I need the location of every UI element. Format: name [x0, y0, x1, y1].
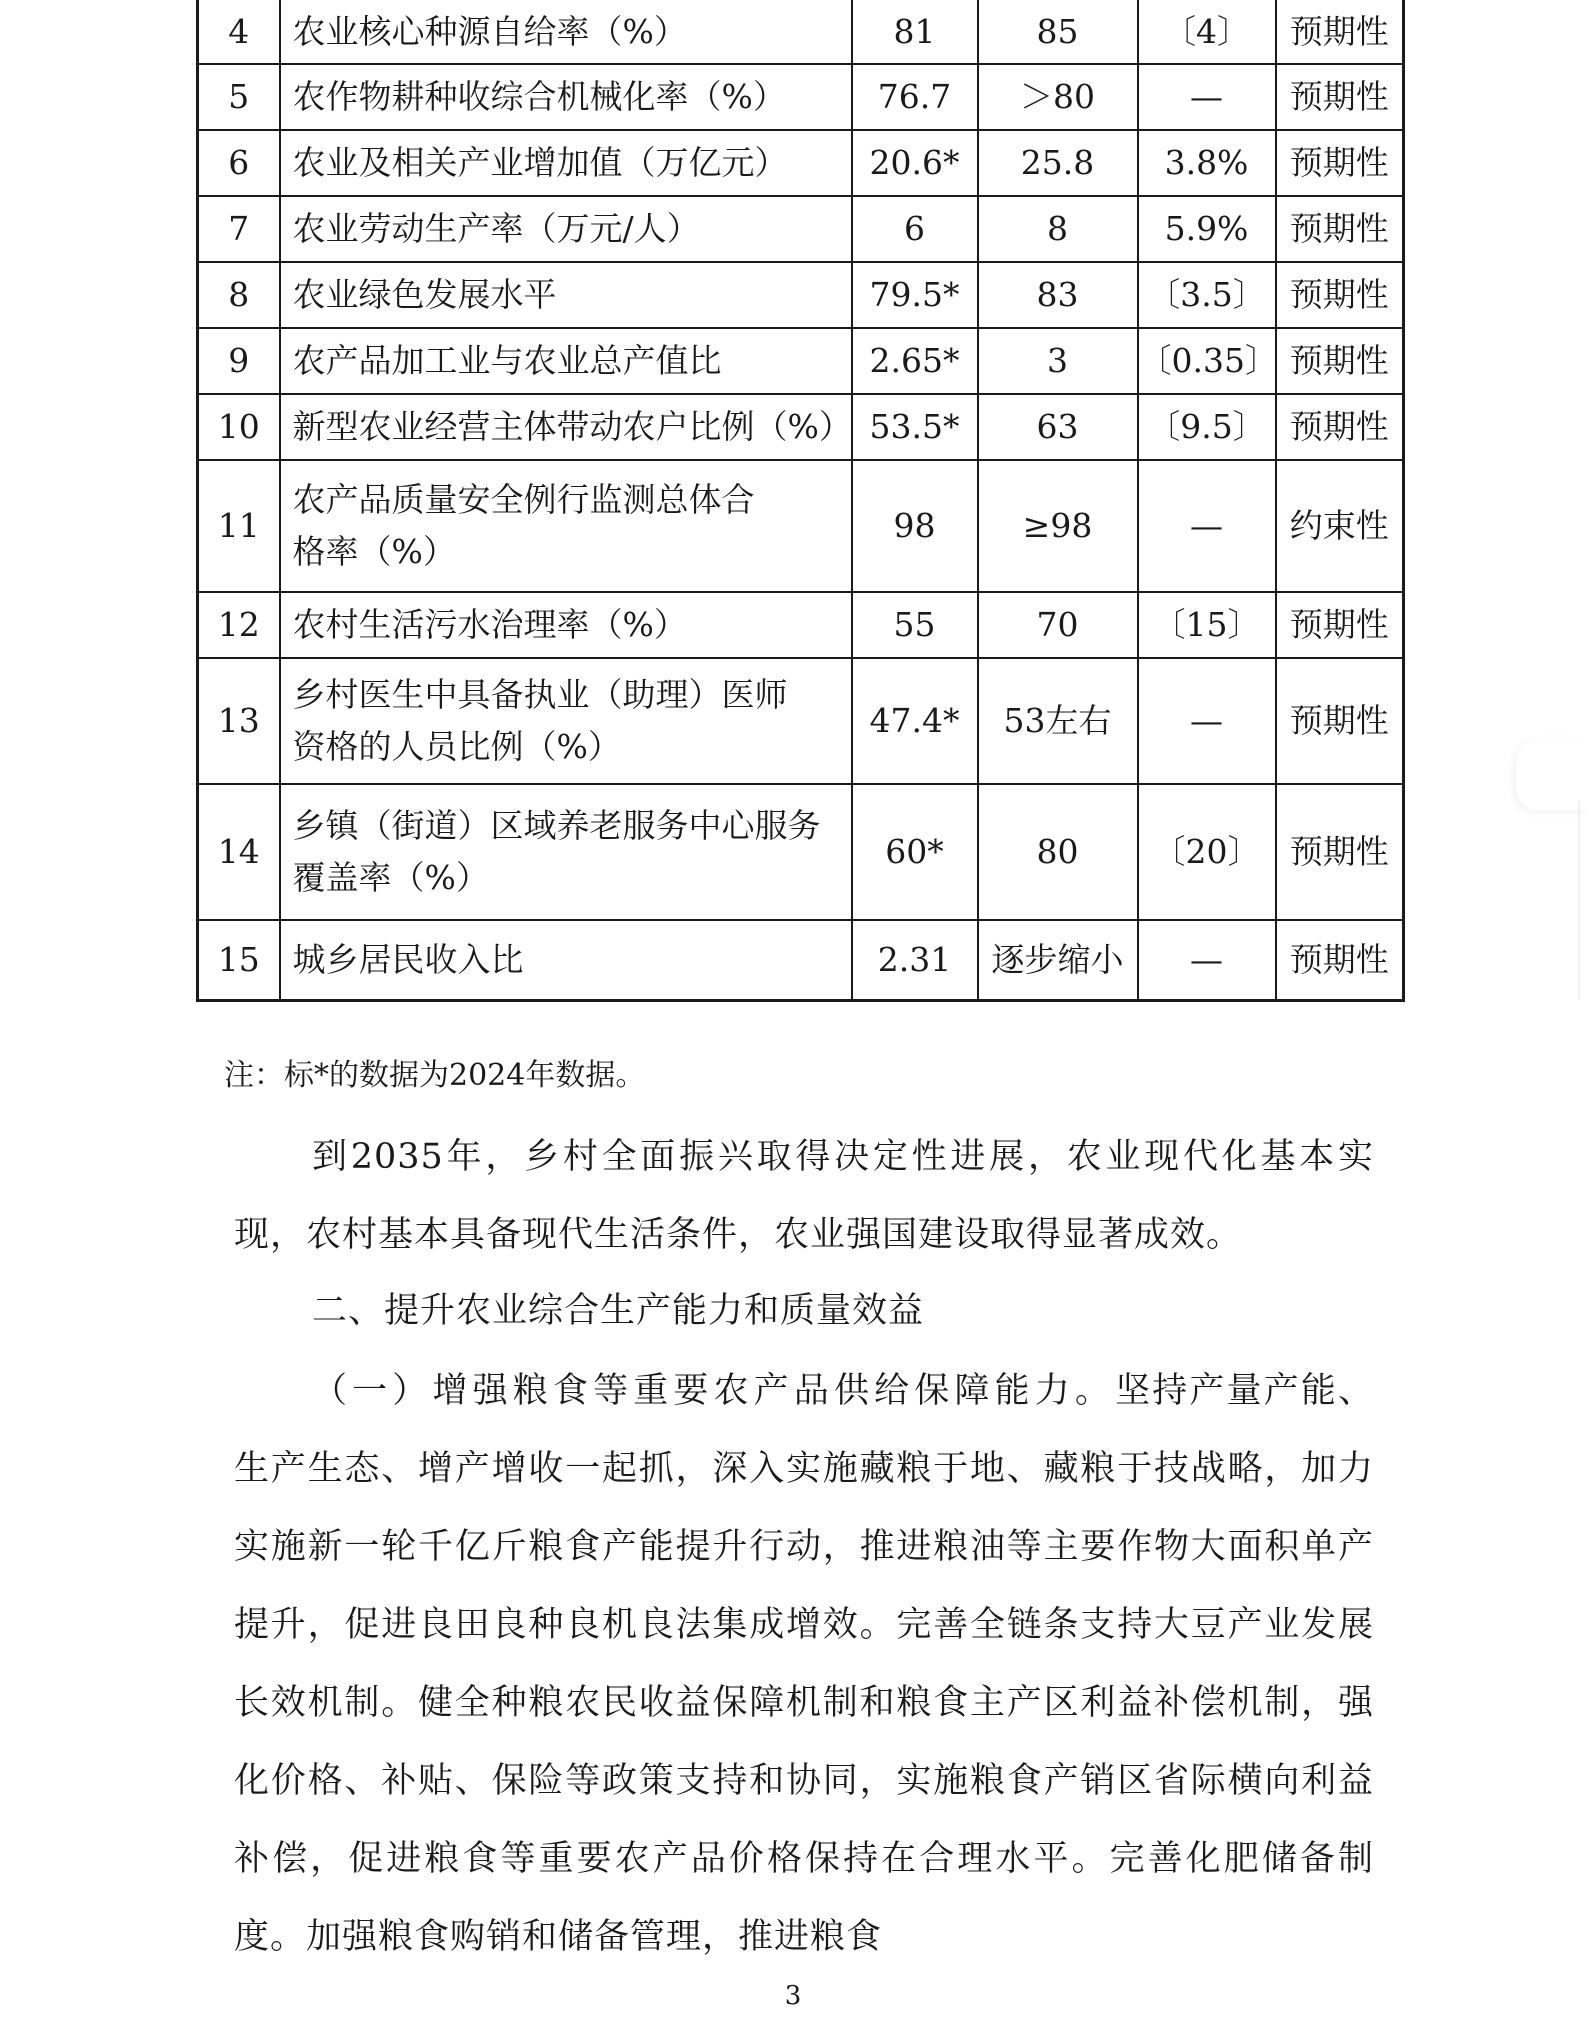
indicator-name: 城乡居民收入比 — [280, 920, 852, 1000]
indicator-type: 约束性 — [1276, 460, 1404, 592]
table-row — [198, 920, 1404, 1000]
table-row — [198, 64, 1404, 130]
indicator-name-line: 乡村医生中具备执业（助理）医师 — [292, 675, 788, 714]
indicator-name-line: 资格的人员比例（%） — [292, 727, 621, 766]
indicator-type: 预期性 — [1276, 262, 1404, 328]
row-number: 13 — [198, 658, 280, 784]
row-number: 8 — [198, 262, 280, 328]
change-value: 〔9.5〕 — [1138, 394, 1276, 460]
change-value: — — [1138, 658, 1276, 784]
target-value: 70 — [978, 592, 1138, 658]
change-value: 〔3.5〕 — [1138, 262, 1276, 328]
base-value: 2.65* — [852, 328, 978, 394]
indicator-type: 预期性 — [1276, 328, 1404, 394]
paragraph-2035-goal: 到2035年，乡村全面振兴取得决定性进展，农业现代化基本实现，农村基本具备现代生活条件，农业强国建设取得显著成效。 — [234, 1137, 1374, 1255]
paragraph-lead: （一）增强粮食等重要农产品供给保障能力。 — [312, 1371, 1116, 1411]
table-row — [198, 130, 1404, 196]
indicator-name: 农村生活污水治理率（%） — [280, 592, 852, 658]
change-value: 〔4〕 — [1138, 0, 1276, 64]
base-value: 47.4* — [852, 658, 978, 784]
indicator-name-line: 覆盖率（%） — [292, 858, 489, 897]
row-number: 5 — [198, 64, 280, 130]
indicator-name-line: 乡镇（街道）区域养老服务中心服务 — [292, 806, 821, 845]
base-value: 53.5* — [852, 394, 978, 460]
base-value: 60* — [852, 784, 978, 920]
base-value: 2.31 — [852, 920, 978, 1000]
target-value: 逐步缩小 — [978, 920, 1138, 1000]
table-row — [198, 0, 1404, 64]
base-value: 79.5* — [852, 262, 978, 328]
indicator-type: 预期性 — [1276, 658, 1404, 784]
edge-line-decoration — [1578, 800, 1580, 1000]
base-value: 6 — [852, 196, 978, 262]
row-number: 6 — [198, 130, 280, 196]
table-row — [198, 592, 1404, 658]
edge-shadow-decoration — [1516, 740, 1586, 810]
indicator-name: 新型农业经营主体带动农户比例（%） — [280, 394, 852, 460]
row-number: 9 — [198, 328, 280, 394]
table-row — [198, 262, 1404, 328]
row-number: 7 — [198, 196, 280, 262]
row-number: 10 — [198, 394, 280, 460]
table-note: 注：标*的数据为2024年数据。 — [224, 1058, 646, 1093]
indicator-name — [280, 658, 852, 784]
indicator-type: 预期性 — [1276, 394, 1404, 460]
change-value: 〔20〕 — [1138, 784, 1276, 920]
change-value: 〔15〕 — [1138, 592, 1276, 658]
row-number: 11 — [198, 460, 280, 592]
paragraph-body: 坚持产量产能、生产生态、增产增收一起抓，深入实施藏粮于地、藏粮于技战略，加力实施新一轮千亿斤粮食产能提升行动，推进粮油等主要作物大面积单产提升，促进良田良种良机良法集成增效。完善全链条支持大豆产业发展长效机制。健全种粮农民收益保障机制和粮食主产区利益补偿机制，强化价格、补贴、保险等政策支持和协同，实施粮食产销区省际横向利益补偿，促进粮食等重要农产品价格保持在合理水平。完善化肥储备制度。加强粮食购销和储备管理，推进粮食 — [234, 1371, 1374, 1957]
indicator-table — [196, 0, 1405, 1002]
change-value: 3.8% — [1138, 130, 1276, 196]
table-row — [198, 460, 1404, 592]
target-value: ＞80 — [978, 64, 1138, 130]
indicator-type: 预期性 — [1276, 920, 1404, 1000]
indicator-name: 农业核心种源自给率（%） — [280, 0, 852, 64]
section-heading: 二、提升农业综合生产能力和质量效益 — [312, 1291, 925, 1331]
table-row — [198, 328, 1404, 394]
change-value: 5.9% — [1138, 196, 1276, 262]
table-row — [198, 394, 1404, 460]
base-value: 76.7 — [852, 64, 978, 130]
change-value: — — [1138, 460, 1276, 592]
indicator-type: 预期性 — [1276, 196, 1404, 262]
page-number: 3 — [784, 1981, 802, 2011]
paragraph-food-security — [234, 1352, 1374, 1976]
target-value: 53左右 — [978, 658, 1138, 784]
indicator-name-line: 农产品质量安全例行监测总体合 — [292, 480, 755, 519]
row-number: 14 — [198, 784, 280, 920]
base-value: 98 — [852, 460, 978, 592]
target-value: 63 — [978, 394, 1138, 460]
indicator-type: 预期性 — [1276, 64, 1404, 130]
indicator-type: 预期性 — [1276, 0, 1404, 64]
row-number: 4 — [198, 0, 280, 64]
indicator-type: 预期性 — [1276, 592, 1404, 658]
indicator-name-line: 格率（%） — [292, 532, 456, 571]
target-value: 3 — [978, 328, 1138, 394]
change-value: — — [1138, 64, 1276, 130]
change-value: 〔0.35〕 — [1138, 328, 1276, 394]
base-value: 20.6* — [852, 130, 978, 196]
row-number: 12 — [198, 592, 280, 658]
target-value: 85 — [978, 0, 1138, 64]
table-row — [198, 196, 1404, 262]
indicator-name: 农业劳动生产率（万元/人） — [280, 196, 852, 262]
target-value: 83 — [978, 262, 1138, 328]
change-value: — — [1138, 920, 1276, 1000]
table-row — [198, 784, 1404, 920]
indicator-name: 农业绿色发展水平 — [280, 262, 852, 328]
indicator-type: 预期性 — [1276, 130, 1404, 196]
target-value: ≥98 — [978, 460, 1138, 592]
table-row — [198, 658, 1404, 784]
target-value: 8 — [978, 196, 1138, 262]
indicator-name: 农产品加工业与农业总产值比 — [280, 328, 852, 394]
indicator-name: 农业及相关产业增加值（万亿元） — [280, 130, 852, 196]
target-value: 25.8 — [978, 130, 1138, 196]
row-number: 15 — [198, 920, 280, 1000]
indicator-name: 农作物耕种收综合机械化率（%） — [280, 64, 852, 130]
indicator-type: 预期性 — [1276, 784, 1404, 920]
base-value: 55 — [852, 592, 978, 658]
target-value: 80 — [978, 784, 1138, 920]
indicator-name — [280, 784, 852, 920]
base-value: 81 — [852, 0, 978, 64]
indicator-name — [280, 460, 852, 592]
